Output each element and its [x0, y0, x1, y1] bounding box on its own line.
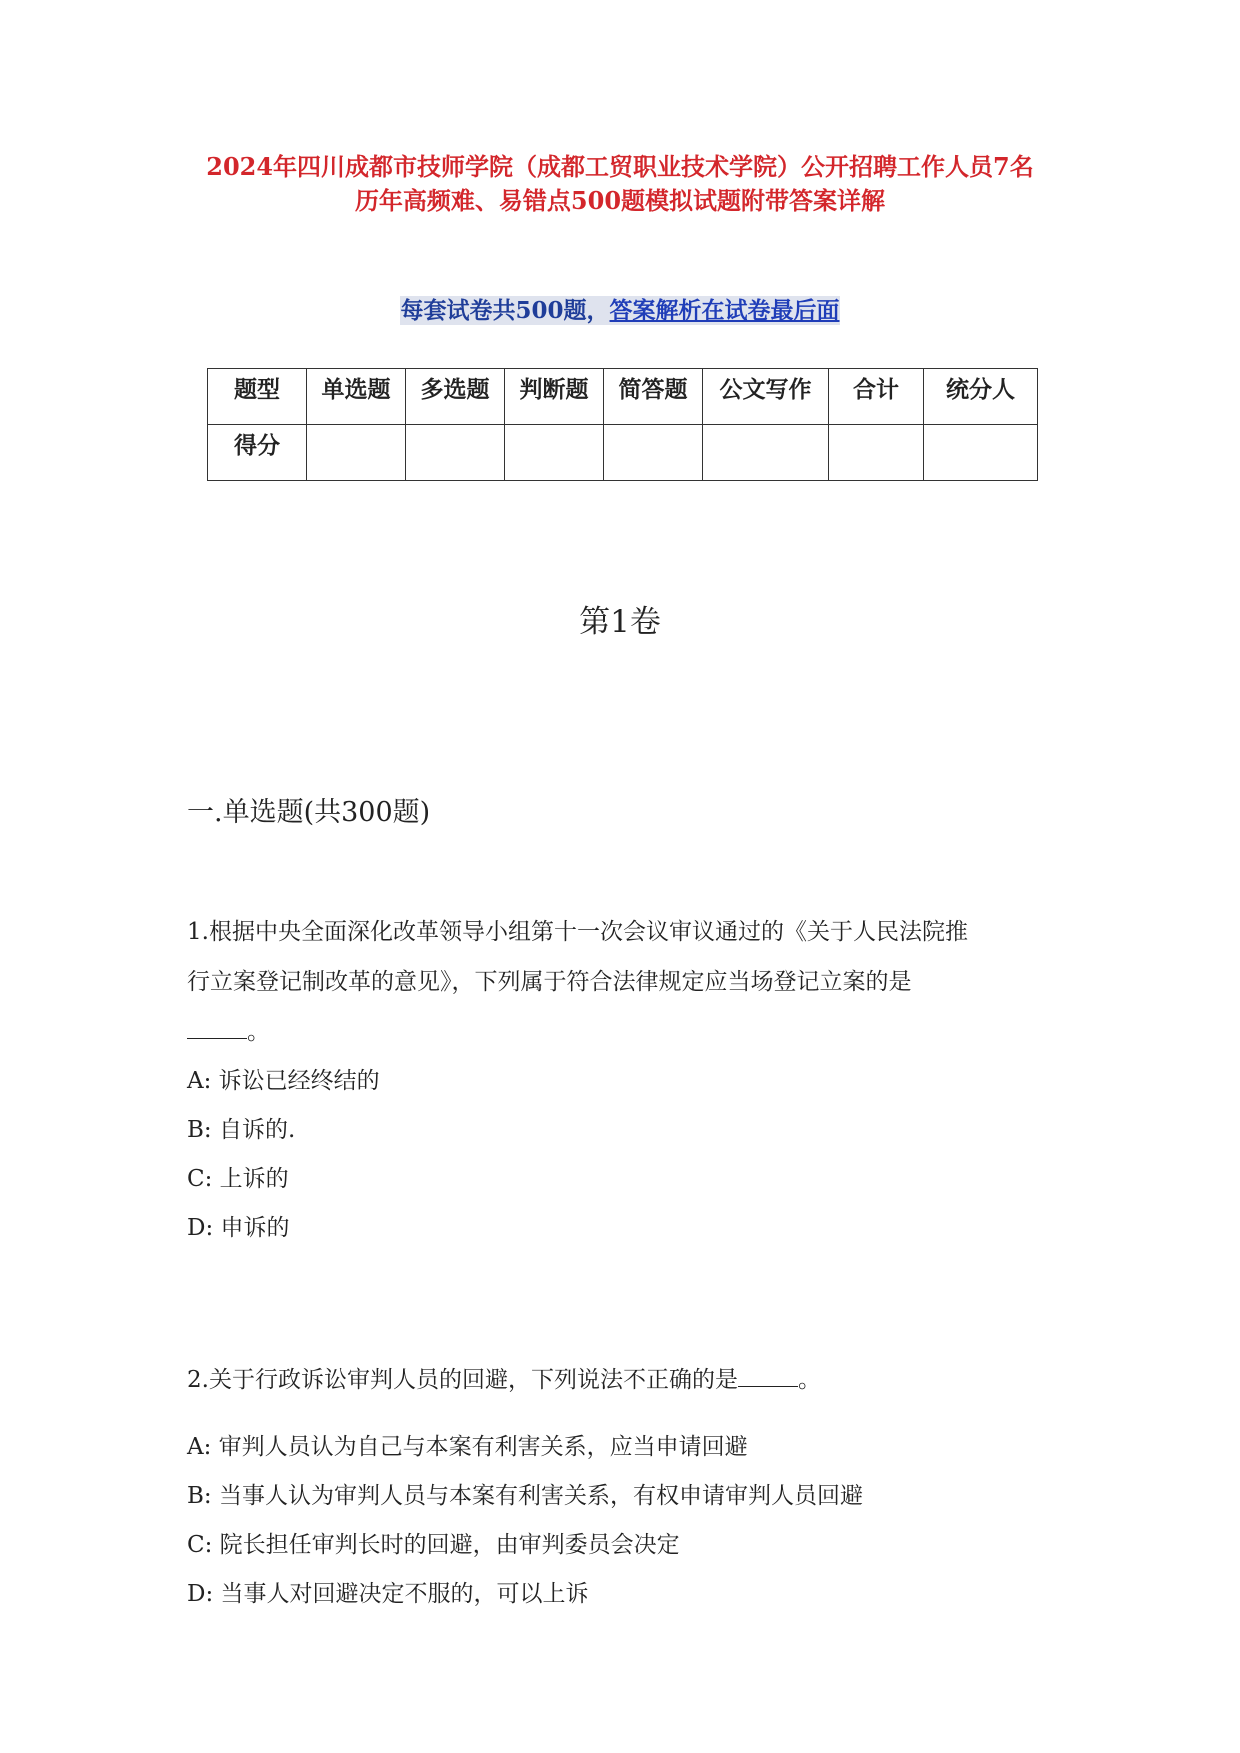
score-table-score-row	[208, 425, 1038, 481]
question-2-option-d[interactable]: D: 当事人对回避决定不服的，可以上诉	[187, 1581, 589, 1607]
volume-title: 第1卷	[579, 604, 661, 640]
question-2-option-a[interactable]: A: 审判人员认为自己与本案有利害关系，应当申请回避	[187, 1434, 748, 1460]
table-header-cell: 多选题	[406, 369, 505, 425]
table-header-cell: 合计	[829, 369, 924, 425]
answer-blank	[738, 1368, 798, 1387]
score-table	[207, 368, 1038, 481]
question-line-suffix: 。	[247, 1019, 270, 1045]
answer-location-link[interactable]: 答案解析在试卷最后面	[609, 297, 840, 324]
question-1-stem	[187, 907, 1067, 1057]
score-cell[interactable]	[307, 425, 406, 481]
question-2-stem	[187, 1355, 1067, 1405]
question-line: 1.根据中央全面深化改革领导小组第十一次会议审议通过的《关于人民法院推	[187, 919, 968, 945]
table-header-cell: 单选题	[307, 369, 406, 425]
document-title-line1: 2024年四川成都市技师学院（成都工贸职业技术学院）公开招聘工作人员7名	[206, 152, 1034, 181]
score-cell[interactable]	[604, 425, 703, 481]
answer-notice	[0, 292, 1240, 325]
question-1-option-c[interactable]: C: 上诉的	[187, 1166, 289, 1192]
question-2-option-b[interactable]: B: 当事人认为审判人员与本案有利害关系，有权申请审判人员回避	[187, 1483, 863, 1509]
question-line	[187, 1007, 1067, 1057]
table-header-cell: 判断题	[505, 369, 604, 425]
section-title: 一.单选题(共300题)	[187, 797, 431, 828]
table-header-cell: 简答题	[604, 369, 703, 425]
table-header-cell: 公文写作	[703, 369, 829, 425]
score-table-header-row	[208, 369, 1038, 425]
question-2-option-c[interactable]: C: 院长担任审判长时的回避，由审判委员会决定	[187, 1532, 680, 1558]
score-cell[interactable]	[406, 425, 505, 481]
score-cell[interactable]	[829, 425, 924, 481]
question-line-suffix: 。	[797, 1367, 821, 1393]
answer-blank	[187, 1020, 247, 1039]
document-title-line2: 历年高频难、易错点500题模拟试题附带答案详解	[354, 186, 886, 215]
question-1-option-b[interactable]: B: 自诉的.	[187, 1117, 296, 1143]
score-cell[interactable]	[703, 425, 829, 481]
score-cell[interactable]	[505, 425, 604, 481]
score-row-label: 得分	[208, 425, 307, 481]
table-header-cell: 题型	[208, 369, 307, 425]
table-header-cell: 统分人	[924, 369, 1038, 425]
question-1-option-d[interactable]: D: 申诉的	[187, 1215, 290, 1241]
question-line: 行立案登记制改革的意见》，下列属于符合法律规定应当场登记立案的是	[187, 969, 912, 995]
notice-text: 每套试卷共500题，	[400, 297, 610, 324]
score-cell[interactable]	[924, 425, 1038, 481]
question-line: 2.关于行政诉讼审判人员的回避，下列说法不正确的是	[187, 1367, 738, 1393]
question-1-option-a[interactable]: A: 诉讼已经终结的	[187, 1068, 380, 1094]
